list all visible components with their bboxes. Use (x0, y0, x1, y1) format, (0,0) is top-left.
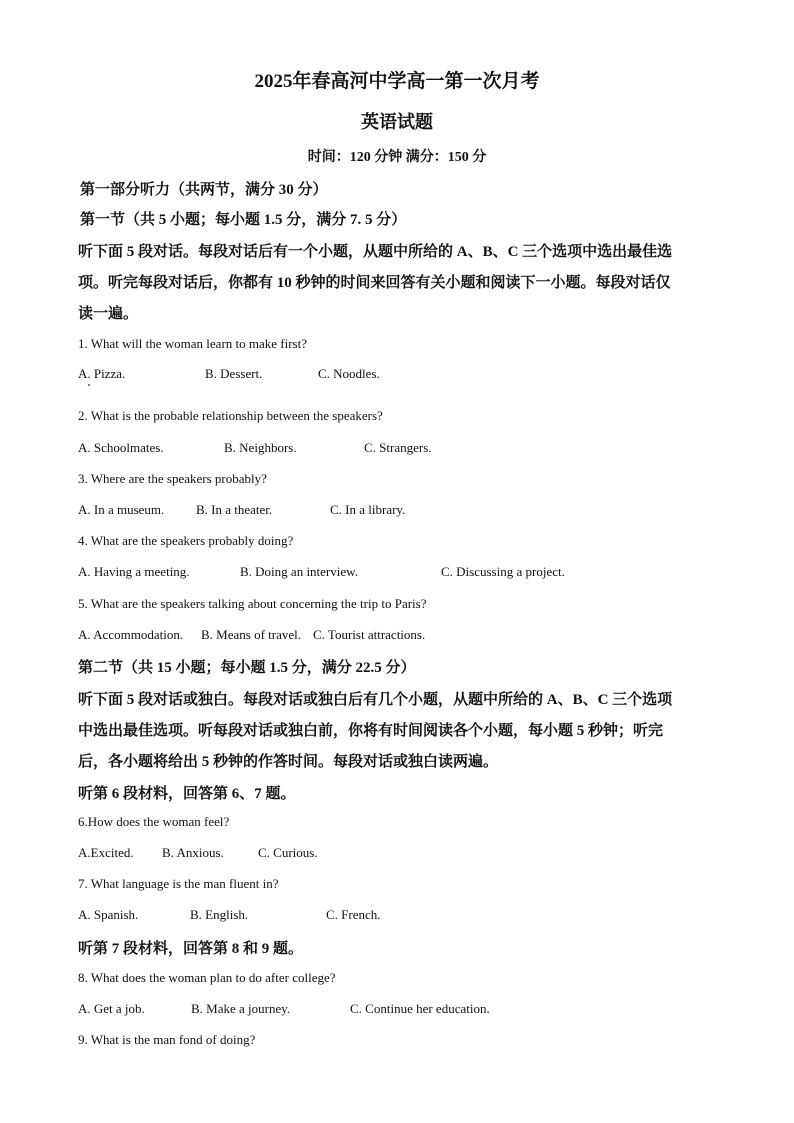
exam-title: 2025年春高河中学高一第一次月考 (254, 71, 540, 92)
exam-info: 时间：120 分钟 满分：150 分 (307, 150, 487, 165)
option-c: C. Curious. (258, 845, 318, 860)
option-a: A. Accommodation. (78, 627, 184, 642)
option-c: C. Tourist attractions. (313, 627, 426, 642)
question-text: 1. What will the woman learn to make first? (78, 336, 307, 351)
option-c: C. French. (326, 907, 381, 922)
section2-instruction-line: 后，各小题将给出 5 秒钟的作答时间。每段对话或独白读两遍。 (78, 754, 499, 770)
option-a: A. Having a meeting. (78, 564, 190, 579)
option-b: B. Neighbors. (224, 440, 297, 455)
question-text: 3. Where are the speakers probably? (78, 471, 267, 486)
option-b: B. English. (190, 907, 249, 922)
option-b: B. In a theater. (196, 502, 273, 517)
option-b: B. Doing an interview. (240, 564, 358, 579)
option-b: B. Make a journey. (191, 1001, 291, 1016)
question-text: 6.How does the woman feel? (78, 814, 230, 829)
option-c: C. Discussing a project. (441, 564, 565, 579)
exam-subtitle: 英语试题 (361, 112, 433, 132)
question-text: 9. What is the man fond of doing? (78, 1032, 256, 1047)
option-a: A. In a museum. (78, 502, 165, 517)
material-7-heading: 听第 7 段材料，回答第 8 和 9 题。 (78, 941, 304, 957)
option-b: B. Dessert. (205, 366, 263, 381)
section1-instruction-line: 读一遍。 (78, 306, 139, 322)
option-c: C. Strangers. (364, 440, 432, 455)
option-c: C. In a library. (330, 502, 406, 517)
option-a: A.Excited. (78, 845, 134, 860)
part1-heading: 第一部分听力（共两节，满分 30 分） (80, 182, 328, 198)
section2-instruction-line: 听下面 5 段对话或独白。每段对话或独白后有几个小题，从题中所给的 A、B、C 三个选项 (78, 692, 673, 708)
option-a: A. Pizza. (78, 366, 126, 381)
question-text: 5. What are the speakers talking about concerning the trip to Paris? (78, 596, 427, 611)
section1-instruction-line: 听下面 5 段对话。每段对话后有一个小题，从题中所给的 A、B、C 三个选项中选出最佳选 (78, 244, 673, 260)
option-b: B. Means of travel. (201, 627, 302, 642)
question-text: 4. What are the speakers probably doing? (78, 533, 294, 548)
option-a: A. Schoolmates. (78, 440, 164, 455)
section1-instruction-line: 项。听完每段对话后，你都有 10 秒钟的时间来回答有关小题和阅读下一小题。每段对话仅 (78, 275, 671, 291)
option-a: A. Get a job. (78, 1001, 145, 1016)
option-b: B. Anxious. (162, 845, 224, 860)
option-c: C. Noodles. (318, 366, 380, 381)
stray-dot (88, 384, 90, 386)
question-text: 8. What does the woman plan to do after college? (78, 970, 336, 985)
material-6-heading: 听第 6 段材料，回答第 6、7 题。 (78, 786, 296, 802)
section1-heading: 第一节（共 5 小题；每小题 1.5 分，满分 7. 5 分） (80, 212, 407, 228)
section2-instruction-line: 中选出最佳选项。听每段对话或独白前，你将有时间阅读各个小题，每小题 5 秒钟；听完 (78, 723, 664, 739)
section2-heading: 第二节（共 15 小题；每小题 1.5 分，满分 22.5 分） (78, 660, 416, 676)
option-a: A. Spanish. (78, 907, 139, 922)
question-text: 7. What language is the man fluent in? (78, 876, 279, 891)
option-c: C. Continue her education. (350, 1001, 490, 1016)
question-text: 2. What is the probable relationship between the speakers? (78, 408, 383, 423)
